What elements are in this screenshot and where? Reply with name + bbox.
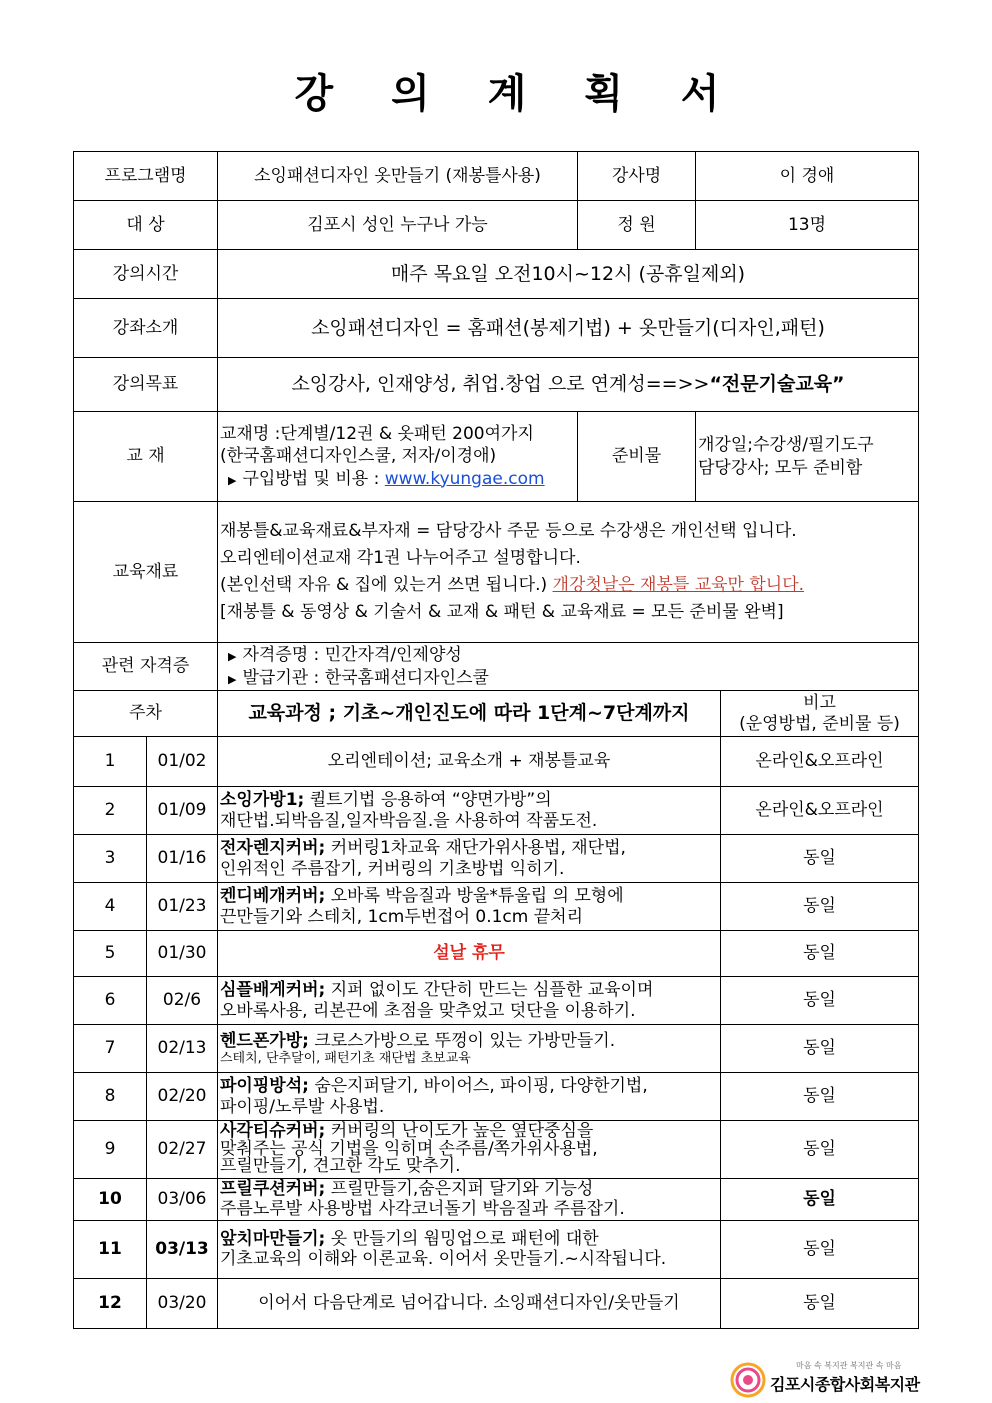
course-line-2: 끈만들기와 스테치, 1cm두번접어 0.1cm 끝처리 <box>220 906 584 927</box>
triangle-bullet-icon: ▶ <box>228 650 237 664</box>
week-course <box>218 931 721 977</box>
week-row <box>74 787 919 835</box>
course-line-2: 파이핑/노루발 사용법. <box>220 1096 385 1117</box>
week-date: 03/13 <box>147 1220 218 1278</box>
course-line-1 <box>220 886 718 906</box>
week-course <box>218 1220 721 1278</box>
material-line-2: 오리엔테이션교재 각1권 나누어주고 설명합니다. <box>220 547 581 568</box>
textbook-label: 교 재 <box>74 412 218 502</box>
schedule-header-row <box>74 691 919 737</box>
week-number: 2 <box>74 787 147 835</box>
course-title: 전자렌지커버; <box>220 838 326 859</box>
material-row <box>74 502 919 643</box>
course-line-1 <box>220 1229 718 1249</box>
course-line-2: 오바록사용, 리본끈에 초점을 맞추었고 덧단을 이용하기. <box>220 1000 636 1021</box>
course-line-2: 스테치, 단추달이, 패턴기초 재단법 초보교육 <box>220 1050 471 1066</box>
target-value: 김포시 성인 누구나 가능 <box>218 201 578 250</box>
course-desc: 퀼트기법 응용하여 “양면가방”의 <box>304 790 552 811</box>
week-note: 온라인&오프라인 <box>721 737 919 787</box>
course-title: 파이핑방석; <box>220 1076 309 1097</box>
program-label: 프로그램명 <box>74 152 218 201</box>
week-date: 01/09 <box>147 787 218 835</box>
course-text: 오리엔테이션; 교육소개 + 재봉틀교육 <box>327 751 611 772</box>
course-line-1 <box>220 1179 718 1199</box>
week-row <box>74 883 919 931</box>
textbook-row <box>74 412 919 502</box>
week-note: 동일 <box>721 835 919 883</box>
week-date: 03/06 <box>147 1179 218 1221</box>
week-row <box>74 1025 919 1073</box>
logo-name: 김포시종합사회복지관 <box>770 1375 920 1394</box>
course-title: 심플배게커버; <box>220 980 326 1001</box>
week-date: 01/30 <box>147 931 218 977</box>
textbook-publisher: (한국홈패션디자인스쿨, 저자/이경애) <box>220 446 497 467</box>
course-text: 설날 휴무 <box>433 943 505 964</box>
teacher-value: 이 경애 <box>696 152 919 201</box>
goal-emphasis: “전문기술교육” <box>709 373 845 396</box>
week-row <box>74 1179 919 1221</box>
material-line-3 <box>220 572 916 599</box>
prep-line-2: 담당강사; 모두 준비함 <box>698 457 863 478</box>
course-title: 소잉가방1; <box>220 790 305 811</box>
textbook-url-link[interactable]: www.kyungae.com <box>384 468 545 489</box>
material-value <box>218 502 919 643</box>
material-label: 교육재료 <box>74 502 218 643</box>
week-row <box>74 1220 919 1278</box>
week-course <box>218 737 721 787</box>
course-title: 앞치마만들기; <box>220 1228 326 1249</box>
welfare-center-logo <box>730 1358 930 1398</box>
course-desc: 숨은지퍼달기, 바이어스, 파이핑, 다양한기법, <box>308 1076 648 1097</box>
intro-row <box>74 299 919 358</box>
course-desc: 커버링1차교육 재단가위사용법, 재단법, <box>325 838 626 859</box>
teacher-label: 강사명 <box>578 152 696 201</box>
week-number: 8 <box>74 1073 147 1121</box>
week-course <box>218 787 721 835</box>
course-line-1 <box>220 1120 718 1141</box>
material-line-1: 재봉틀&교육재료&부자재 = 담당강사 주문 등으로 수강생은 개인선택 입니다. <box>220 520 797 541</box>
course-desc: 프릴만들기,숨은지퍼 달기와 기능성 <box>325 1179 594 1199</box>
lecture-plan-table <box>73 151 919 1329</box>
cert-row <box>74 643 919 691</box>
week-date: 02/13 <box>147 1025 218 1073</box>
intro-value: 소잉패션디자인 = 홈패션(봉제기법) + 옷만들기(디자인,패턴) <box>218 299 919 358</box>
flower-logo-icon <box>730 1362 766 1398</box>
prep-value <box>696 412 919 502</box>
textbook-name: 교재명 :단계별/12권 & 옷패턴 200여가지 <box>220 424 534 445</box>
week-row <box>74 835 919 883</box>
week-row <box>74 737 919 787</box>
week-course <box>218 1073 721 1121</box>
week-course <box>218 883 721 931</box>
course-line-1 <box>220 838 718 858</box>
week-course <box>218 977 721 1025</box>
textbook-value <box>218 412 578 502</box>
week-course <box>218 1278 721 1328</box>
note-header-sub: (운영방법, 준비물 등) <box>739 713 900 734</box>
week-row <box>74 931 919 977</box>
cert-line-2 <box>220 667 916 689</box>
course-line-2: 재단법.되박음질,일자박음질.을 사용하여 작품도전. <box>220 810 598 831</box>
capacity-label: 정 원 <box>578 201 696 250</box>
week-course <box>218 1025 721 1073</box>
time-label: 강의시간 <box>74 250 218 299</box>
week-date: 02/20 <box>147 1073 218 1121</box>
course-title: 사각티슈커버; <box>220 1120 326 1141</box>
week-course <box>218 1121 721 1179</box>
week-number: 10 <box>74 1179 147 1221</box>
time-row <box>74 250 919 299</box>
week-date: 02/6 <box>147 977 218 1025</box>
course-line-1 <box>220 980 718 1000</box>
triangle-bullet-icon: ▶ <box>228 672 237 686</box>
course-line-2: 기초교육의 이해와 이론교육. 이어서 옷만들기.~시작됩니다. <box>220 1249 667 1270</box>
course-line-2: 맞춰주는 공식 기법을 익히며 손주름/쪽가위사용법, <box>220 1138 598 1159</box>
cert-line-1 <box>220 644 916 666</box>
goal-text: 소잉강사, 인재양성, 취업.창업 으로 연계성==>> <box>291 373 710 396</box>
week-note: 동일 <box>721 1073 919 1121</box>
week-note: 온라인&오프라인 <box>721 787 919 835</box>
material-line-4: [재봉틀 & 동영상 & 기술서 & 교재 & 패턴 & 교육재료 = 모든 준비물 완벽] <box>220 602 784 623</box>
week-note: 동일 <box>721 883 919 931</box>
course-title: 헨드폰가방; <box>220 1030 309 1051</box>
note-header <box>721 691 919 737</box>
cert-value <box>218 643 919 691</box>
week-number: 5 <box>74 931 147 977</box>
week-number: 7 <box>74 1025 147 1073</box>
triangle-bullet-icon: ▶ <box>228 473 237 487</box>
week-date: 03/20 <box>147 1278 218 1328</box>
program-row <box>74 152 919 201</box>
program-value: 소잉패션디자인 옷만들기 (재봉틀사용) <box>218 152 578 201</box>
goal-value <box>218 358 919 412</box>
week-row <box>74 1073 919 1121</box>
week-number: 11 <box>74 1220 147 1278</box>
capacity-value: 13명 <box>696 201 919 250</box>
week-note: 동일 <box>721 977 919 1025</box>
course-header: 교육과정 ; 기초~개인진도에 따라 1단계~7단계까지 <box>218 691 721 737</box>
week-note: 동일 <box>721 931 919 977</box>
week-number: 3 <box>74 835 147 883</box>
target-row <box>74 201 919 250</box>
week-note: 동일 <box>721 1278 919 1328</box>
schedule-body <box>74 737 919 1329</box>
cert-label: 관련 자격증 <box>74 643 218 691</box>
week-row <box>74 1121 919 1179</box>
course-desc: 옷 만들기의 웜밍업으로 패턴에 대한 <box>325 1228 599 1249</box>
week-note: 동일 <box>721 1220 919 1278</box>
week-date: 02/27 <box>147 1121 218 1179</box>
cert-name: 자격증명 : 민간자격/인제양성 <box>242 645 462 666</box>
week-number: 6 <box>74 977 147 1025</box>
logo-slogan: 마음 속 복지관 복지관 속 마음 <box>796 1361 902 1370</box>
course-line-2: 인위적인 주름잡기, 커버링의 기초방법 익히기. <box>220 858 565 879</box>
goal-row <box>74 358 919 412</box>
course-line-1 <box>220 790 718 810</box>
goal-label: 강의목표 <box>74 358 218 412</box>
week-note: 동일 <box>721 1025 919 1073</box>
course-line-1 <box>220 1031 718 1051</box>
target-label: 대 상 <box>74 201 218 250</box>
purchase-label: 구입방법 및 비용 : <box>242 468 380 489</box>
note-header-title: 비고 <box>803 693 836 714</box>
course-text: 이어서 다음단계로 넘어갑니다. 소잉패션디자인/옷만들기 <box>258 1293 680 1314</box>
week-course <box>218 1179 721 1221</box>
course-desc: 커버링의 난이도가 높은 옆단중심을 <box>325 1120 594 1141</box>
course-line-2: 주름노루발 사용방법 사각코너돌기 박음질과 주름잡기. <box>220 1199 625 1220</box>
week-date: 01/02 <box>147 737 218 787</box>
course-title: 켄디베개커버; <box>220 886 326 907</box>
intro-label: 강좌소개 <box>74 299 218 358</box>
week-row <box>74 977 919 1025</box>
course-line-1 <box>220 1076 718 1096</box>
course-desc: 지퍼 없이도 간단히 만드는 심플한 교육이며 <box>325 980 654 1001</box>
textbook-purchase <box>220 468 575 490</box>
week-note: 동일 <box>721 1179 919 1221</box>
week-course <box>218 835 721 883</box>
material-line-3a: (본인선택 자유 & 집에 있는거 쓰면 됩니다.) <box>220 575 548 595</box>
week-number: 1 <box>74 737 147 787</box>
document-title: 강 의 계 획 서 <box>294 71 742 117</box>
prep-label: 준비물 <box>578 412 696 502</box>
week-number: 9 <box>74 1121 147 1179</box>
week-number: 4 <box>74 883 147 931</box>
course-desc: 크로스가방으로 뚜껑이 있는 가방만들기. <box>308 1030 616 1051</box>
week-date: 01/23 <box>147 883 218 931</box>
time-value: 매주 목요일 오전10시~12시 (공휴일제외) <box>218 250 919 299</box>
course-line-3: 프릴만들기, 견고한 각도 맞추기. <box>220 1156 461 1177</box>
week-row <box>74 1278 919 1328</box>
week-note: 동일 <box>721 1121 919 1179</box>
prep-line-1: 개강일;수강생/필기도구 <box>698 435 874 456</box>
week-date: 01/16 <box>147 835 218 883</box>
week-header: 주차 <box>74 691 218 737</box>
week-number: 12 <box>74 1278 147 1328</box>
cert-issuer: 발급기관 : 한국홈패션디자인스쿨 <box>242 667 489 688</box>
material-notice: 개강첫날은 재봉틀 교육만 합니다. <box>552 575 805 595</box>
course-desc: 오바록 박음질과 방울*튜울립 의 모형에 <box>325 886 624 907</box>
course-title: 프릴쿠션커버; <box>220 1179 326 1199</box>
